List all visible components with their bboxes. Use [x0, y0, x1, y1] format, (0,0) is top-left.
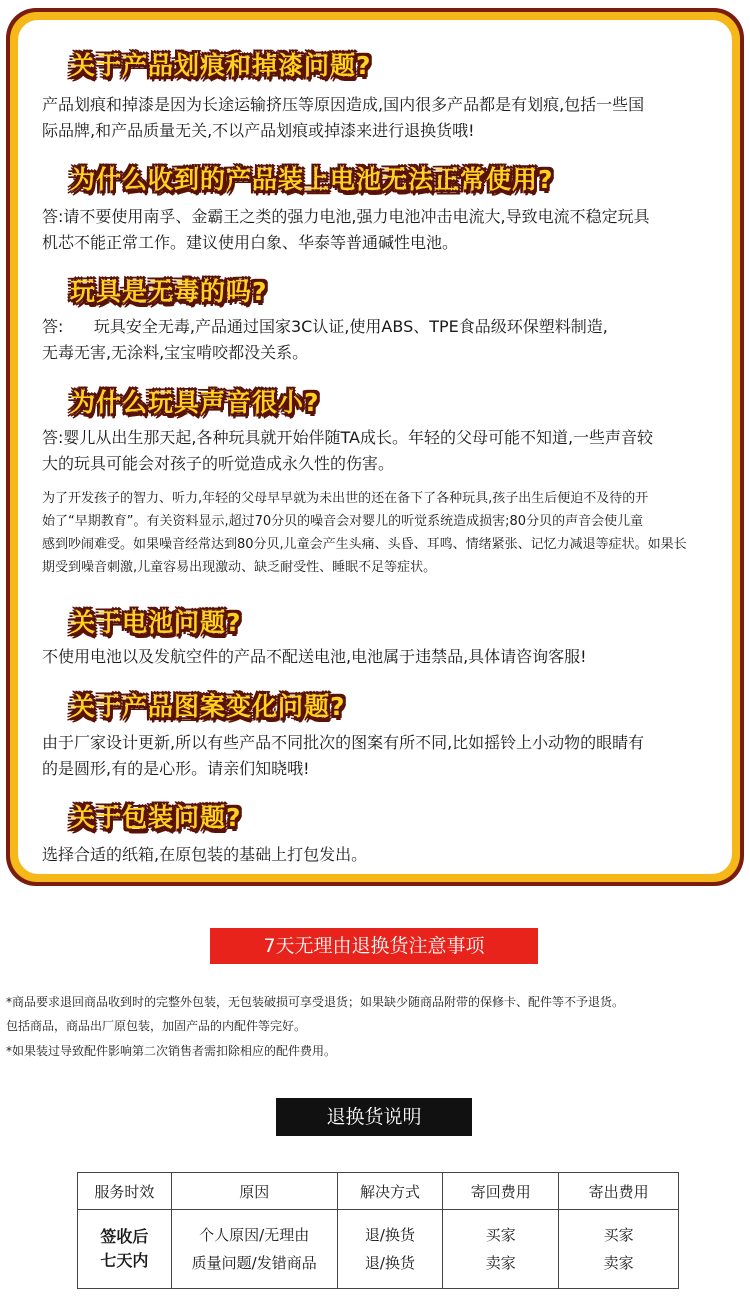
table-row: [78, 1210, 679, 1289]
faq-frame: [6, 8, 744, 886]
faq-answer-scratches: 产品划痕和掉漆是因为长途运输挤压等原因造成,国内很多产品都是有划痕,包括一些国 际品牌,和产品质量无关,不以产品划痕或掉漆来进行退换货哦!: [42, 95, 645, 140]
ship-fee-cell: 卖家: [603, 1254, 634, 1272]
faq-question-packaging: 关于包装问题?: [70, 803, 242, 832]
return-notice-line: *如果装过导致配件影响第二次销售者需扣除相应的配件费用。: [6, 1044, 337, 1058]
return-table-title: 退换货说明: [276, 1098, 472, 1136]
table-header-row: [78, 1173, 679, 1210]
faq-question-scratches: 关于产品划痕和掉漆问题?: [70, 51, 372, 80]
table-header-cell: 解决方式: [337, 1173, 443, 1210]
return-notice-title: 7天无理由退换货注意事项: [210, 928, 538, 964]
return-notice-line: *商品要求退回商品收到时的完整外包装，无包装破损可享受退货；如果缺少随商品附带的保修卡、配件等不予退货。: [6, 995, 625, 1009]
faq-answer-volume: 答:婴儿从出生那天起,各种玩具就开始伴随TA成长。年轻的父母可能不知道,一些声音较 大的玩具可能会对孩子的听觉造成永久性的伤害。: [42, 428, 654, 473]
faq-question-battery: 关于电池问题?: [70, 608, 242, 637]
reason-cell: 个人原因/无理由: [199, 1226, 310, 1244]
faq-answer-battery-usage: 答:请不要使用南孚、金霸王之类的强力电池,强力电池冲击电流大,导致电流不稳定玩具 机芯不能正常工作。建议使用白象、华泰等普通碱性电池。: [42, 207, 650, 252]
return-fee-cell: 卖家: [485, 1254, 516, 1272]
return-fee-cell: 买家: [485, 1226, 516, 1244]
faq-answer-volume-detail: 为了开发孩子的智力、听力,年轻的父母早早就为未出世的还在备下了各种玩具,孩子出生后便迫不及待的开 始了“早期教育”。有关资料显示,超过70分贝的噪音会对婴儿的听觉系统造成损害;80分贝的声音会使儿童 感到吵闹难受。如果噪音经常达到80分贝,儿童会产生头痛、头昏、耳鸣、情绪紧张、记忆力减退等症状。如果长 期受到噪音刺激,儿童容易出现激动、缺乏耐受性、睡眠不足等症状。: [42, 491, 687, 575]
table-header-cell: 服务时效: [78, 1173, 172, 1210]
return-notice-line: 包括商品，商品出厂原包装，加固产品的内配件等完好。: [6, 1019, 307, 1033]
faq-answer-non-toxic: 答: 玩具安全无毒,产品通过国家3C认证,使用ABS、TPE食品级环保塑料制造, 无毒无害,无涂料,宝宝啃咬都没关系。: [42, 317, 608, 362]
ship-fee-cell: 买家: [603, 1226, 634, 1244]
faq-panel: [18, 20, 732, 874]
faq-answer-battery: 不使用电池以及发航空件的产品不配送电池,电池属于违禁品,具体请咨询客服!: [42, 647, 587, 666]
method-cell: 退/换货: [364, 1226, 415, 1244]
faq-answer-pattern: 由于厂家设计更新,所以有些产品不同批次的图案有所不同,比如摇铃上小动物的眼睛有 的是圆形,有的是心形。请亲们知晓哦!: [42, 733, 645, 778]
faq-question-volume: 为什么玩具声音很小?: [70, 388, 320, 417]
method-cell: 退/换货: [364, 1254, 415, 1272]
service-period-cell: 签收后 七天内: [78, 1210, 172, 1289]
faq-question-pattern: 关于产品图案变化问题?: [70, 692, 346, 721]
table-header-cell: 寄出费用: [559, 1173, 679, 1210]
faq-question-battery-usage: 为什么收到的产品装上电池无法正常使用?: [70, 165, 554, 194]
faq-answer-packaging: 选择合适的纸箱,在原包装的基础上打包发出。: [42, 845, 368, 864]
reason-cell: 质量问题/发错商品: [191, 1254, 317, 1272]
faq-question-non-toxic: 玩具是无毒的吗?: [70, 277, 268, 306]
table-header-cell: 原因: [171, 1173, 337, 1210]
return-policy-table: [77, 1172, 679, 1289]
table-header-cell: 寄回费用: [443, 1173, 559, 1210]
